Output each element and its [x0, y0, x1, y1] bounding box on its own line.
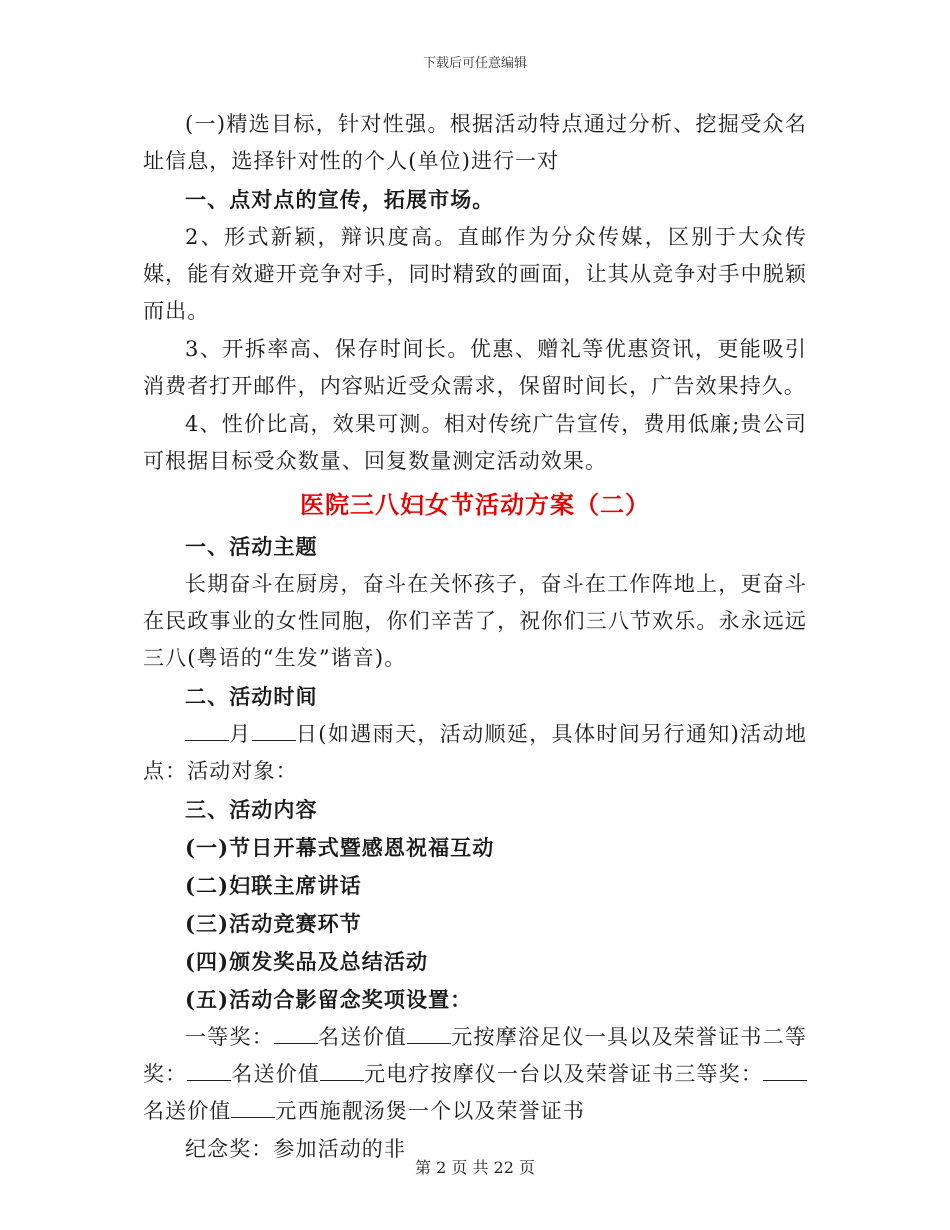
blank-line [231, 1097, 275, 1118]
blank-line [252, 720, 296, 741]
prize-second-detail: 元电疗按摩仪一台以及荣誉证书三等奖： [364, 1062, 763, 1086]
blank-line [320, 1060, 364, 1081]
blank-line [274, 1023, 318, 1044]
content-item-1: (一)节日开幕式暨感恩祝福互动 [185, 835, 495, 860]
prize-first: 一等奖： [185, 1025, 274, 1049]
time-rest: 日(如遇雨天，活动顺延，具体时间另行通知)活动地点：活动对象： [143, 722, 807, 783]
paragraph-heading-promotion: 一、点对点的宣传，拓展市场。 [185, 187, 495, 212]
paragraph-4: 4、性价比高，效果可测。相对传统广告宣传，费用低廉;贵公司可根据目标受众数量、回复数量测定活动效果。 [143, 412, 807, 473]
paragraph-2: 2、形式新颖，辩识度高。直邮作为分众传媒，区别于大众传媒，能有效避开竞争对手，同时精致的画面，让其从竞争对手中脱颖而出。 [143, 225, 807, 323]
time-text [143, 716, 807, 790]
theme-text: 长期奋斗在厨房，奋斗在关怀孩子，奋斗在工作阵地上，更奋斗在民政事业的女性同胞，你们辛苦了，祝你们三八节欢乐。永永远远三八(粤语的“生发”谐音)。 [143, 572, 807, 670]
souvenir-text: 纪念奖：参加活动的非 [185, 1137, 406, 1161]
prize-third-detail: 元西施靓汤煲一个以及荣誉证书 [275, 1099, 585, 1123]
heading-time: 二、活动时间 [185, 684, 318, 709]
blank-line [763, 1060, 807, 1081]
page-footer: 第 2 页 共 22 页 [415, 1158, 535, 1177]
paragraph-3: 3、开拆率高、保存时间长。优惠、赠礼等优惠资讯，更能吸引消费者打开邮件，内容贴近受众需求，保留时间长，广告效果持久。 [143, 337, 807, 398]
content-item-5: (五)活动合影留念奖项设置： [185, 987, 473, 1012]
content-item-4: (四)颁发奖品及总结活动 [185, 949, 429, 974]
blank-line [185, 720, 229, 741]
section-title: 医院三八妇女节活动方案（二） [300, 490, 650, 519]
heading-content: 三、活动内容 [185, 797, 318, 822]
prize-first-detail: 元按摩浴足仪一具以及荣誉证书二等奖： [143, 1025, 807, 1086]
content-item-3: (三)活动竞赛环节 [185, 911, 362, 936]
heading-theme: 一、活动主题 [185, 534, 318, 559]
document-body [143, 106, 807, 1169]
prize-second-count: 名送价值 [231, 1062, 321, 1086]
prize-text [143, 1019, 807, 1130]
prize-third-count: 名送价值 [143, 1099, 232, 1123]
paragraph-1: (一)精选目标，针对性强。根据活动特点通过分析、挖掘受众名址信息，选择针对性的个人(单位)进行一对 [143, 112, 807, 173]
prize-first-count: 名送价值 [317, 1025, 408, 1049]
time-month: 月 [229, 722, 252, 746]
content-item-2: (二)妇联主席讲话 [185, 873, 362, 898]
page-header: 下载后可任意编辑 [422, 56, 527, 71]
blank-line [407, 1023, 451, 1044]
blank-line [187, 1060, 231, 1081]
